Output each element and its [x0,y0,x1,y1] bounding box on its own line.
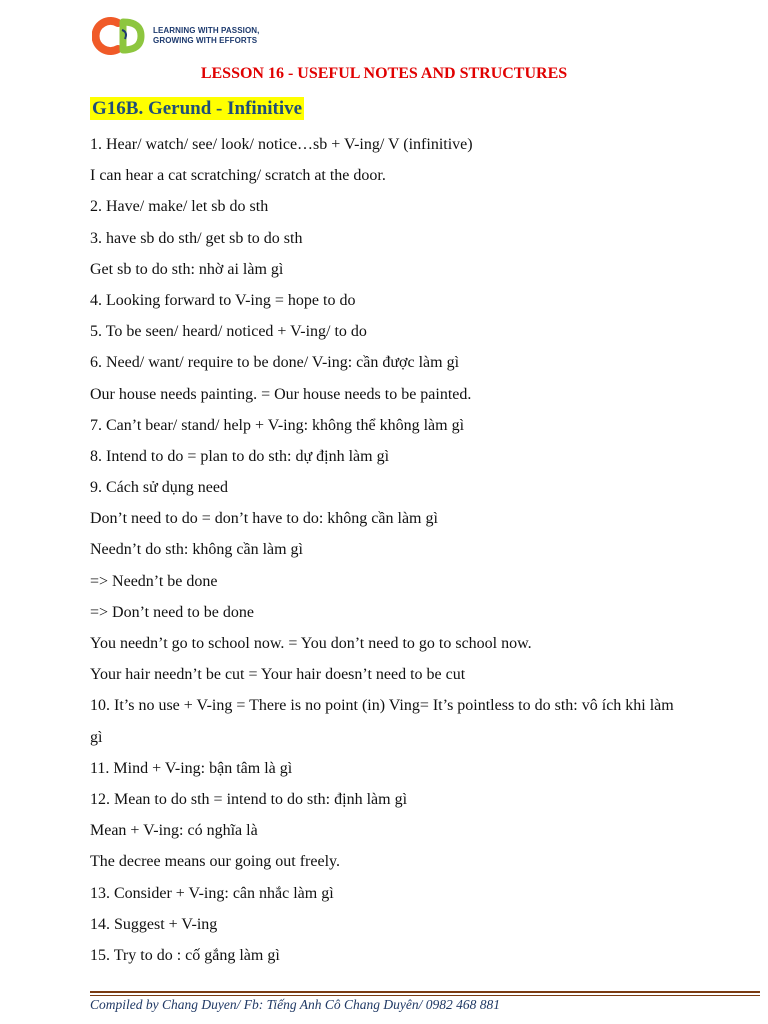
section-heading: G16B. Gerund - Infinitive [92,98,303,119]
note-line: 13. Consider + V-ing: cân nhắc làm gì [90,884,334,902]
note-line: 5. To be seen/ heard/ noticed + V-ing/ to do [90,323,367,341]
note-line: Our house needs painting. = Our house needs to be painted. [90,385,472,403]
note-line: 7. Can’t bear/ stand/ help + V-ing: không thể không làm gì [90,416,465,434]
note-line: You needn’t go to school now. = You don’t need to go to school now. [90,635,532,652]
lesson-title: LESSON 16 - USEFUL NOTES AND STRUCTURES [200,65,568,82]
note-line: 6. Need/ want/ require to be done/ V-ing: cần được làm gì [90,354,460,372]
footer-divider [90,991,760,993]
notes-list [90,129,768,971]
note-line: The decree means our going out freely. [90,853,340,871]
footer-divider-thin [90,995,760,996]
note-line: Needn’t do sth: không cần làm gì [90,541,303,559]
note-line: 1. Hear/ watch/ see/ look/ notice…sb + V-ing/ V (infinitive) [90,136,473,153]
note-line: gì [90,728,103,746]
note-line: 12. Mean to do sth = intend to do sth: định làm gì [90,790,408,808]
note-line: 2. Have/ make/ let sb do sth [90,198,269,216]
logo-tagline-line-2: GROWING WITH EFFORTS [153,36,258,45]
note-line: 8. Intend to do = plan to do sth: dự định làm gì [90,447,390,465]
note-line: 10. It’s no use + V-ing = There is no point (in) Ving= It’s pointless to do sth: vô ích khi làm [90,697,674,715]
note-line: 9. Cách sử dụng need [90,479,228,497]
note-line: Get sb to do sth: nhờ ai làm gì [90,260,284,278]
note-line: I can hear a cat scratching/ scratch at the door. [90,167,386,185]
logo-tagline-line-1: LEARNING WITH PASSION, [153,26,260,35]
brand-logo [92,14,272,58]
note-line: 14. Suggest + V-ing [90,915,218,933]
cd-logo-icon [92,14,152,58]
note-line: 4. Looking forward to V-ing = hope to do [90,291,356,309]
note-line: 15. Try to do : cố gắng làm gì [90,946,280,964]
note-line: Don’t need to do = don’t have to do: không cần làm gì [90,510,438,528]
note-line: Your hair needn’t be cut = Your hair doesn’t need to be cut [90,666,466,684]
footer-credit: Compiled by Chang Duyen/ Fb: Tiếng Anh Cô Chang Duyên/ 0982 468 881 [90,997,500,1012]
note-line: => Don’t need to be done [90,603,254,621]
note-line: => Needn’t be done [90,572,218,590]
logo-tagline [153,26,260,46]
note-line: Mean + V-ing: có nghĩa là [90,822,258,840]
note-line: 11. Mind + V-ing: bận tâm là gì [90,759,293,777]
note-line: 3. have sb do sth/ get sb to do sth [90,229,303,247]
